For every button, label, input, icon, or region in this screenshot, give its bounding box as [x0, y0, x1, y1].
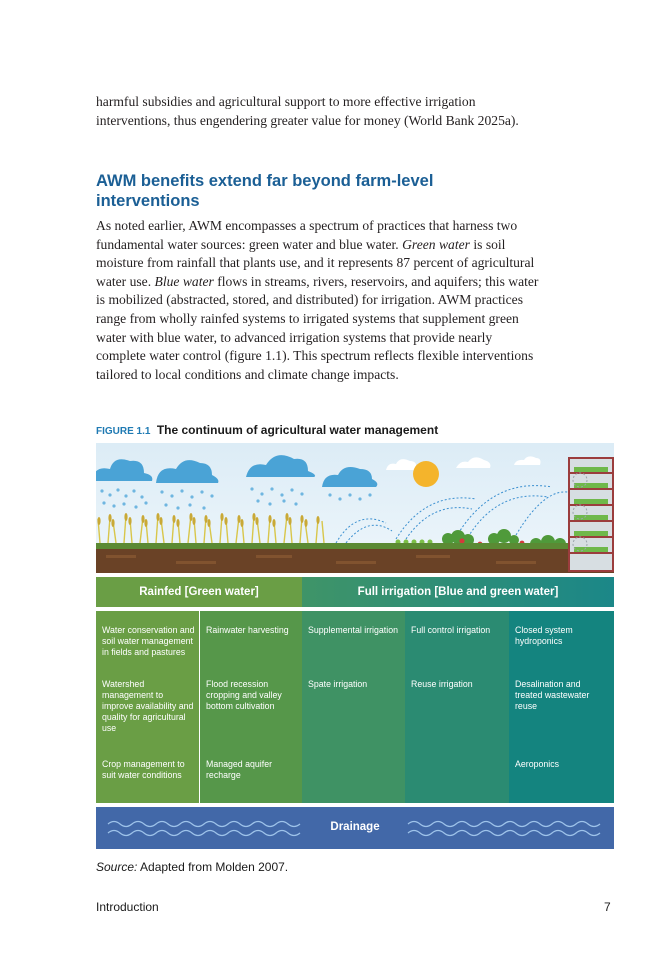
- body-paragraph: [96, 217, 544, 384]
- rainfed-band: Rainfed [Green water]: [96, 577, 302, 607]
- figure-source: [96, 860, 288, 874]
- figure-title: The continuum of agricultural water management: [156, 423, 439, 437]
- practice-cell: Closed system hydroponics: [515, 625, 573, 646]
- paragraph-text: flows in streams, rivers, reservoirs, and aquifers; this water is mobilized (abstracted, stored, and distributed) for irrigation. AWM practices range from wholly rainfed systems to irrigated systems that supplement green water with blue water, to advanced irrigation systems that provide nearly complete water control (figure 1.1). This spectrum reflects flexible interventions tailored to local conditions and climate change impacts.: [96, 273, 539, 382]
- practice-cell: Flood recession cropping and valley bottom cultivation: [206, 679, 282, 711]
- drainage-label: Drainage: [330, 821, 380, 833]
- practice-cell: Water conservation and soil water management in fields and pastures: [102, 625, 195, 657]
- sun-icon: [413, 461, 439, 487]
- practice-cell: Reuse irrigation: [411, 679, 473, 689]
- practice-column-4: [405, 611, 509, 803]
- practice-cell: Rainwater harvesting: [206, 625, 289, 635]
- practice-cell: Aeroponics: [515, 759, 560, 769]
- practice-cell: Full control irrigation: [411, 625, 491, 635]
- practice-cell: Supplemental irrigation: [308, 625, 398, 635]
- paragraph-text: As noted earlier, AWM encompasses a spectrum of practices that harness two fundamental water sources: green water and blue water.: [96, 218, 518, 252]
- footer-section-title: Introduction: [96, 900, 159, 914]
- page-number: 7: [604, 900, 611, 914]
- practice-column-5: [509, 611, 614, 803]
- landscape-illustration: [96, 443, 614, 573]
- practice-cell: Spate irrigation: [308, 679, 368, 689]
- vertical-farm-icon: [569, 458, 613, 571]
- practice-cell: Watershed management to improve availability and quality for agricultural use: [102, 679, 194, 733]
- figure-number: FIGURE 1.1: [96, 426, 151, 437]
- practice-cell: Managed aquifer recharge: [206, 759, 273, 780]
- practice-cell: Crop management to suit water conditions: [102, 759, 185, 780]
- paragraph-text: is soil moisture from rainfall that plants use, and it represents 87 percent of agricultural water use.: [96, 236, 535, 289]
- section-heading: AWM benefits extend far beyond farm-level interventions: [96, 172, 434, 210]
- source-label: Source:: [96, 860, 138, 874]
- intro-paragraph: harmful subsidies and agricultural support to more effective irrigation interventions, thus engendering greater value for money (World Bank 2025a).: [96, 94, 519, 128]
- practice-cell: Desalination and treated wastewater reuse: [515, 679, 590, 711]
- full-irrigation-band: Full irrigation [Blue and green water]: [302, 577, 614, 607]
- blue-water-term: Blue water: [154, 273, 214, 289]
- practice-column-2: [200, 611, 302, 803]
- figure-caption: [96, 423, 438, 437]
- drainage-band: [96, 807, 614, 849]
- practice-column-3: [302, 611, 405, 803]
- source-text: Adapted from Molden 2007.: [137, 860, 289, 874]
- practice-column-1: [96, 611, 199, 803]
- green-water-term: Green water: [402, 236, 470, 252]
